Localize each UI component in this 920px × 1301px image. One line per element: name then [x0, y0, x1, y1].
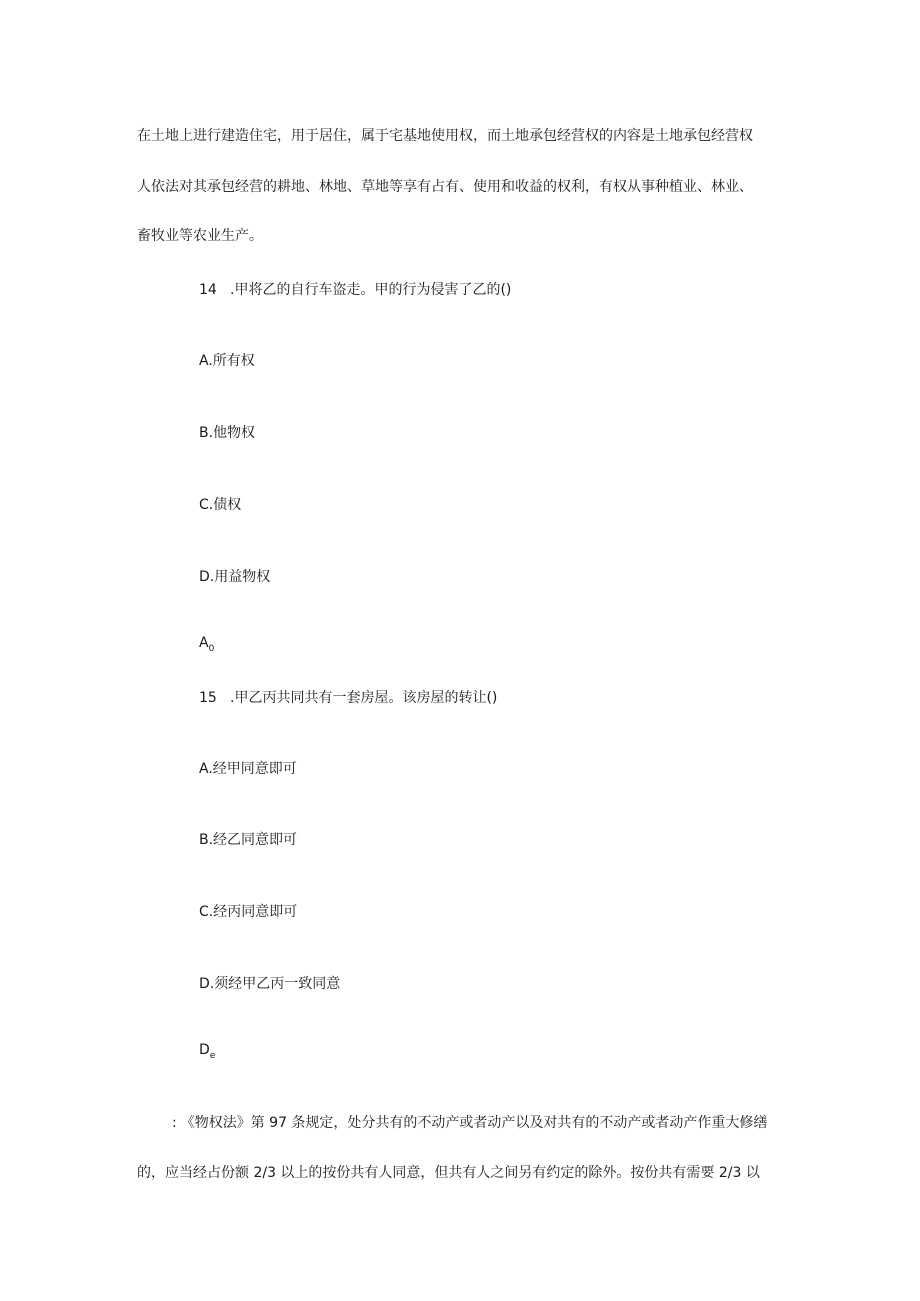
- option-b: B.他物权: [199, 425, 256, 441]
- paragraph-line: 在土地上进行建造住宅，用于居住，属于宅基地使用权，而土地承包经营权的内容是土地承包经营权: [137, 128, 753, 144]
- question-number: 14: [199, 282, 217, 298]
- option-d: D.须经甲乙丙一致同意: [199, 976, 341, 992]
- answer-mark: 0: [208, 644, 215, 654]
- paragraph-line: 畜牧业等农业生产。: [137, 228, 263, 244]
- paragraph-line: 人依法对其承包经营的耕地、林地、草地等享有占有、使用和收益的权利，有权从事种植业、林业、: [137, 179, 753, 195]
- answer-mark: e: [209, 1051, 216, 1061]
- explanation-line: 的，应当经占份额 2/3 以上的按份共有人同意，但共有人之间另有约定的除外。按份共有需要 2/3 以: [137, 1165, 760, 1181]
- answer-letter: D: [199, 1042, 210, 1058]
- question-15: [199, 688, 497, 708]
- option-a: A.所有权: [199, 353, 255, 369]
- answer-letter: A: [199, 635, 209, 651]
- question-14: [199, 280, 511, 300]
- option-b: B.经乙同意即可: [199, 832, 298, 848]
- option-c: C.经丙同意即可: [199, 904, 298, 920]
- option-a: A.经甲同意即可: [199, 761, 297, 777]
- answer: [199, 1040, 215, 1066]
- question-text: .甲将乙的自行车盗走。甲的行为侵害了乙的(): [230, 282, 512, 298]
- explanation-text: 《物权法》第 97 条规定，处分共有的不动产或者动产以及对共有的不动产或者动产作重大修缮: [180, 1115, 768, 1131]
- question-number: 15: [199, 690, 217, 706]
- question-text: .甲乙丙共同共有一套房屋。该房屋的转让(): [230, 690, 498, 706]
- explanation-line: [172, 1113, 767, 1133]
- option-c: C.债权: [199, 497, 242, 513]
- answer: [199, 633, 214, 659]
- option-d: D.用益物权: [199, 569, 271, 585]
- explanation-prefix: :: [172, 1115, 177, 1131]
